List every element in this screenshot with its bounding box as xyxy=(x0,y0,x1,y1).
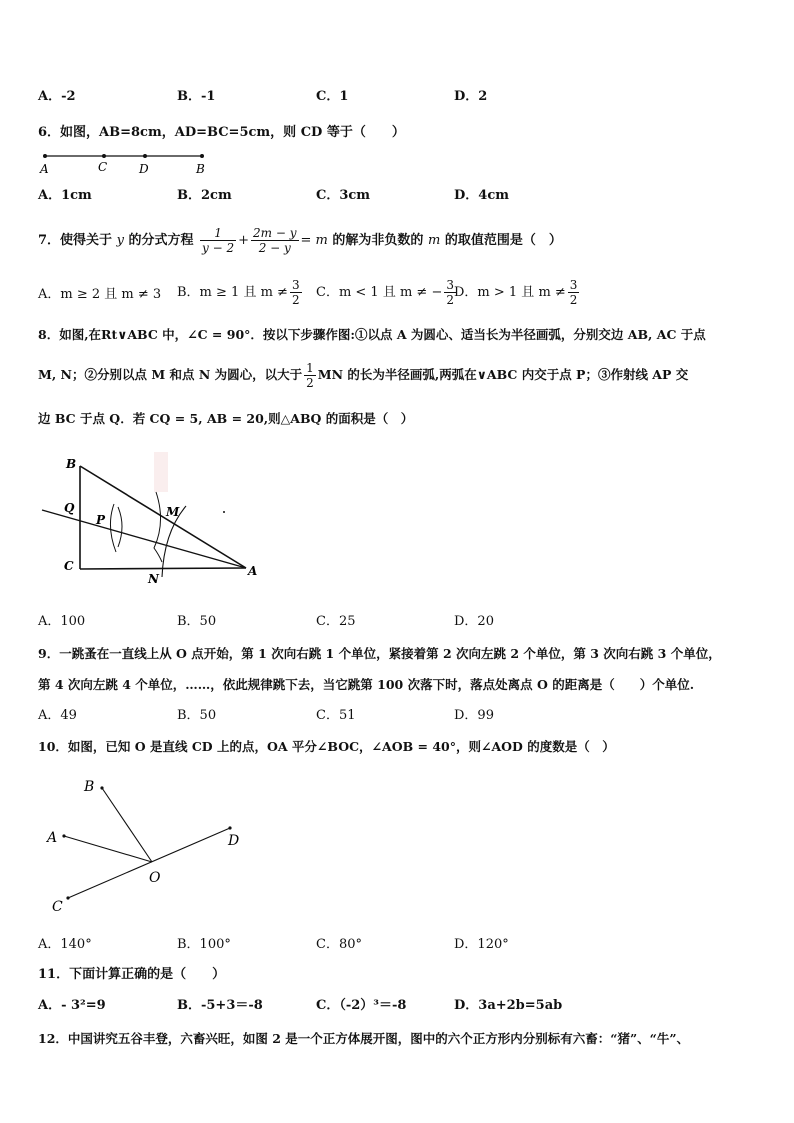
q8-label-m: M xyxy=(166,505,180,519)
q8-scan-mark xyxy=(154,452,168,492)
q10-option-c[interactable]: C．80° xyxy=(316,937,362,952)
q7-frac1-num: 1 xyxy=(200,226,236,241)
q10-ray-oa xyxy=(64,836,152,862)
q8-arc-m-n xyxy=(154,492,162,562)
q9-option-d[interactable]: D．99 xyxy=(454,708,494,723)
q5-option-a[interactable]: A．-2 xyxy=(38,89,76,104)
q7-plus: + xyxy=(238,233,250,248)
q7-stem-mid: 的分式方程 xyxy=(128,233,194,248)
q10-option-a[interactable]: A．140° xyxy=(38,937,92,952)
q7-eq-m: = m xyxy=(300,233,328,248)
q7-option-d[interactable] xyxy=(454,276,581,310)
q7-option-b-num: 3 xyxy=(291,278,300,292)
q10-label-b: B xyxy=(84,779,95,795)
q10-angle-figure xyxy=(44,772,254,918)
q6-label-b: B xyxy=(196,162,205,176)
q9-option-c[interactable]: C．51 xyxy=(316,708,356,723)
q8-line-3: 边 BC 于点 Q．若 CQ = 5, AB = 20,则△ABQ 的面积是（ ） xyxy=(38,411,414,426)
q11-option-d[interactable]: D．3a+2b=5ab xyxy=(454,998,563,1013)
q6-option-d[interactable]: D．4cm xyxy=(454,188,509,203)
q11-option-b[interactable]: B．-5+3＝-8 xyxy=(177,998,263,1013)
q10-label-d: D xyxy=(228,833,240,849)
q8-option-c[interactable]: C．25 xyxy=(316,614,356,629)
q6-point-d xyxy=(143,154,147,158)
q6-stem: 6．如图，AB=8cm，AD=BC=5cm，则 CD 等于（ ） xyxy=(38,125,405,140)
q7-option-a[interactable]: A．m ≥ 2 且 m ≠ 3 xyxy=(38,287,162,302)
q8-dot xyxy=(223,511,225,513)
q6-label-d: D xyxy=(139,162,149,176)
q6-point-c xyxy=(102,154,106,158)
q7-option-b[interactable] xyxy=(177,276,304,310)
q8-label-n: N xyxy=(148,572,159,586)
q7-option-b-text: B．m ≥ 1 且 m ≠ xyxy=(177,285,288,300)
q10-point-a xyxy=(62,834,65,837)
q11-stem: 11．下面计算正确的是（ ） xyxy=(38,967,226,982)
q11-option-a[interactable]: A．- 3²=9 xyxy=(38,998,106,1013)
q9-line-2: 第 4 次向左跳 4 个单位，……，依此规律跳下去，当它跳第 100 次落下时，落点处离点 O 的距离是（ ）个单位. xyxy=(38,677,695,692)
q5-option-c[interactable]: C．1 xyxy=(316,89,349,104)
q6-label-a: A xyxy=(40,162,49,176)
q7-var-y: y xyxy=(116,233,124,248)
q7-frac2-num: 2m − y xyxy=(253,226,297,240)
q10-line-cd xyxy=(68,828,230,898)
q8-label-q: Q xyxy=(64,501,75,515)
q10-option-b[interactable]: B．100° xyxy=(177,937,231,952)
q8-line2-num: 1 xyxy=(306,361,314,375)
q5-option-d[interactable]: D．2 xyxy=(454,89,488,104)
q6-point-b xyxy=(200,154,204,158)
q7-frac-2 xyxy=(251,226,298,255)
q8-line2-post: MN 的长为半径画弧,两弧在∨ABC 内交于点 P；③作射线 AP 交 xyxy=(317,367,689,382)
q10-label-a: A xyxy=(47,830,58,846)
q7-frac1-den: y − 2 xyxy=(202,241,235,255)
q7-option-c[interactable] xyxy=(316,276,458,310)
q8-line-2 xyxy=(38,358,688,392)
q7-option-d-num: 3 xyxy=(569,278,578,292)
q8-option-a[interactable]: A．100 xyxy=(38,614,86,629)
q7-stem-pre: 7．使得关于 xyxy=(38,233,113,248)
q10-label-o: O xyxy=(149,870,161,886)
q8-line2-den: 2 xyxy=(306,376,314,390)
q10-ray-ob xyxy=(102,788,152,862)
q6-label-c: C xyxy=(98,160,108,174)
q7-frac2-den: 2 − y xyxy=(258,241,291,255)
q7-stem-post: 的解为非负数的 xyxy=(332,233,424,248)
q6-option-b[interactable]: B．2cm xyxy=(177,188,232,203)
q7-option-c-text: C．m < 1 且 m ≠ − xyxy=(316,285,443,300)
q7-option-b-frac xyxy=(290,278,302,307)
q8-line2-frac xyxy=(304,361,316,390)
q8-line2-pre: M, N；②分别以点 M 和点 N 为圆心，以大于 xyxy=(38,367,303,382)
q7-option-c-den: 2 xyxy=(446,293,454,307)
q8-label-c: C xyxy=(64,559,74,573)
q8-line-1: 8．如图,在Rt∨ABC 中，∠C = 90°．按以下步骤作图:①以点 A 为圆心、适当长为半径画弧，分别交边 AB, AC 于点 xyxy=(38,327,706,342)
q7-var-m: m xyxy=(427,233,441,248)
q10-point-d xyxy=(228,826,231,829)
q7-option-d-den: 2 xyxy=(569,293,578,307)
q8-option-d[interactable]: D．20 xyxy=(454,614,494,629)
q7-option-c-num: 3 xyxy=(446,278,454,292)
q12-stem: 12．中国讲究五谷丰登，六畜兴旺，如图 2 是一个正方体展开图，图中的六个正方形内分别标有六畜：“猪”、“牛”、 xyxy=(38,1031,690,1046)
q8-arc-at-p-2 xyxy=(118,507,122,547)
q9-line-1: 9．一跳蚤在一直线上从 O 点开始，第 1 次向右跳 1 个单位，紧接着第 2 次向左跳 2 个单位，第 3 次向右跳 3 个单位， xyxy=(38,646,721,661)
q11-option-c[interactable]: C．（-2）³＝-8 xyxy=(316,998,407,1013)
q8-label-a: A xyxy=(248,564,258,578)
q10-option-d[interactable]: D．120° xyxy=(454,937,509,952)
q5-option-b[interactable]: B．-1 xyxy=(177,89,216,104)
q8-arc-at-p-1 xyxy=(110,504,116,552)
q8-label-p: P xyxy=(96,513,106,527)
q8-option-b[interactable]: B．50 xyxy=(177,614,217,629)
q6-option-a[interactable]: A．1cm xyxy=(38,188,92,203)
q7-frac-1 xyxy=(200,226,236,255)
q6-option-c[interactable]: C．3cm xyxy=(316,188,371,203)
q7-option-d-frac xyxy=(568,278,580,307)
q10-stem: 10．如图，已知 O 是直线 CD 上的点，OA 平分∠BOC，∠AOB = 40°，则∠AOD 的度数是（ ） xyxy=(38,739,615,754)
q10-label-c: C xyxy=(52,899,63,915)
q6-segment-figure xyxy=(36,146,216,178)
q9-option-a[interactable]: A．49 xyxy=(38,708,77,723)
q9-option-b[interactable]: B．50 xyxy=(177,708,217,723)
q7-option-b-den: 2 xyxy=(291,293,300,307)
q7-option-d-text: D．m > 1 且 m ≠ xyxy=(454,285,566,300)
q6-point-a xyxy=(43,154,47,158)
q7-stem xyxy=(38,224,562,258)
q10-point-c xyxy=(66,896,69,899)
q8-label-b: B xyxy=(66,457,77,471)
q7-stem-end: 的取值范围是（ ） xyxy=(444,233,562,248)
q8-triangle-figure xyxy=(36,452,272,592)
q10-point-b xyxy=(100,786,103,789)
